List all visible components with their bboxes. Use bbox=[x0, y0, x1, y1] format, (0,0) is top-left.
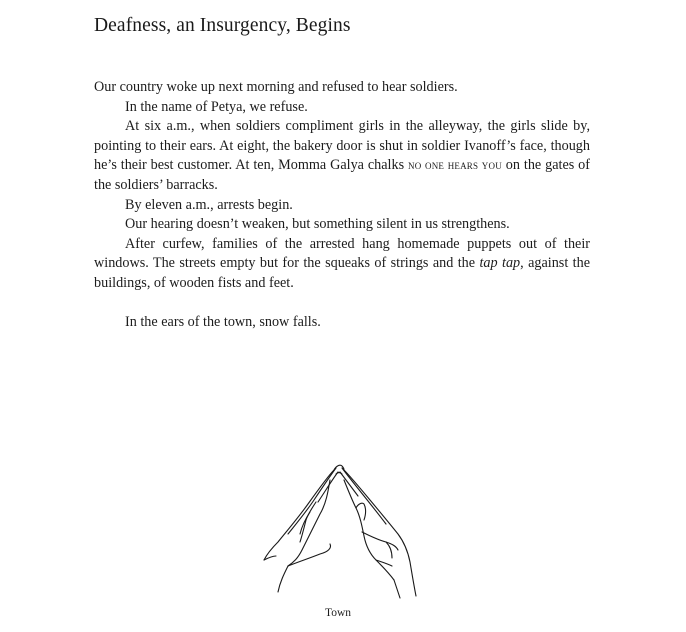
paragraph-2: In the name of Petya, we refuse. bbox=[125, 98, 308, 115]
paragraph-3-start: At six a.m., when soldiers compliment girls in the alleyway, the girls slide by, pointing to their ears. At eight, the bakery door is shut in soldier Ivanoff’s face, though he’s their best customer. At ten, Momma Galya chalks bbox=[94, 118, 590, 174]
chalk-message: no one hears you bbox=[408, 158, 502, 173]
sign-language-town-hands-icon bbox=[258, 462, 422, 602]
paragraph-4: By eleven a.m., arrests begin. bbox=[125, 196, 293, 213]
paragraph-6-end: , against the buildings, of wooden fists and feet. bbox=[94, 255, 591, 291]
paragraph-5: Our hearing doesn’t weaken, but something silent in us strengthens. bbox=[125, 216, 510, 233]
paragraph-3-end: on the gates of the soldiers’ barracks. bbox=[94, 157, 590, 193]
chapter-body bbox=[94, 78, 590, 333]
chapter-title: Deafness, an Insurgency, Begins bbox=[94, 15, 351, 36]
paragraph-7: In the ears of the town, snow falls. bbox=[125, 314, 321, 331]
tap-tap-italic: tap tap bbox=[479, 255, 521, 272]
illustration-caption: Town bbox=[324, 607, 352, 619]
paragraph-6-start: After curfew, families of the arrested hang homemade puppets out of their windows. The streets empty but for the squeaks of strings and the bbox=[94, 235, 590, 272]
paragraph-3 bbox=[94, 117, 590, 195]
paragraph-1: Our country woke up next morning and refused to hear soldiers. bbox=[94, 79, 458, 95]
paragraph-6 bbox=[94, 235, 590, 294]
